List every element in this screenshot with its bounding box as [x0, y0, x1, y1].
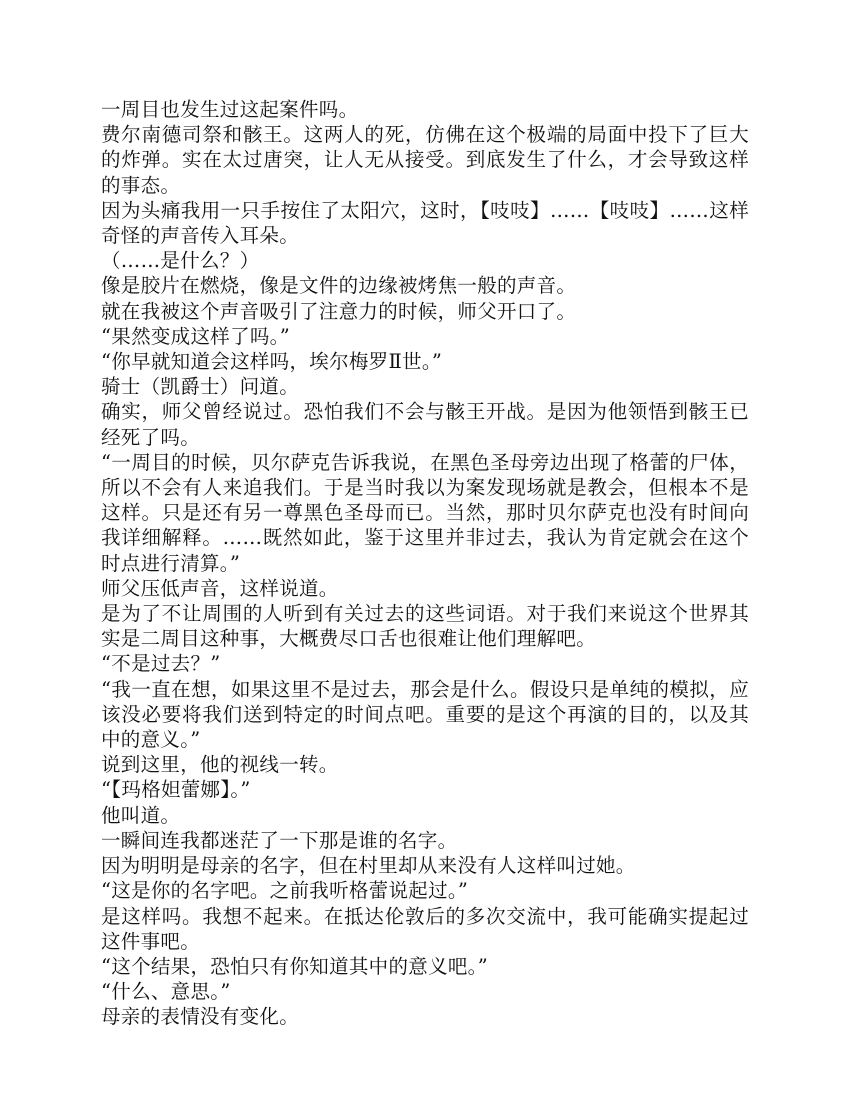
paragraph: 因为头痛我用一只手按住了太阳穴，这时，【吱吱】……【吱吱】……这样奇怪的声音传入耳朵。	[101, 198, 749, 248]
paragraph: 师父压低声音，这样说道。	[101, 576, 339, 600]
paragraph: 就在我被这个声音吸引了注意力的时候，师父开口了。	[101, 299, 577, 323]
paragraph: “什么、意思。”	[101, 980, 231, 1004]
paragraph: “这是你的名字吧。之前我听格蕾说起过。”	[101, 879, 469, 903]
paragraph: “这个结果，恐怕只有你知道其中的意义吧。”	[101, 954, 488, 978]
paragraph: （……是什么？）	[101, 249, 260, 273]
paragraph: “不是过去？”	[101, 652, 221, 676]
paragraph: 一周目也发生过这起案件吗。	[101, 98, 359, 121]
paragraph: 确实，师父曾经说过。恐怕我们不会与骸王开战。是因为他领悟到骸王已经死了吗。	[101, 400, 749, 449]
paragraph: “我一直在想，如果这里不是过去，那会是什么。假设只是单纯的模拟，应该没必要将我们送到特定的时间点吧。重要的是这个再演的目的，以及其中的意义。”	[101, 677, 749, 752]
paragraph: 骑士（凯爵士）问道。	[101, 375, 300, 399]
paragraph: 一瞬间连我都迷茫了一下那是谁的名字。	[101, 828, 458, 852]
paragraph: “果然变成这样了吗。”	[101, 324, 290, 348]
paragraph: “一周目的时候，贝尔萨克告诉我说，在黑色圣母旁边出现了格蕾的尸体，所以不会有人来追我们。于是当时我以为案发现场就是教会，但根本不是这样。只是还有另一尊黑色圣母而已。当然，那时贝尔萨克也没有时间向我详细解释。……既然如此，鉴于这里并非过去，我认为肯定就会在这个时点进行清算。”	[101, 450, 749, 575]
paragraph: 母亲的表情没有变化。	[101, 1005, 300, 1029]
body-text	[101, 97, 749, 1030]
paragraph: 像是胶片在燃烧，像是文件的边缘被烤焦一般的声音。	[101, 274, 577, 298]
paragraph: 是为了不让周围的人听到有关过去的这些词语。对于我们来说这个世界其实是二周目这种事，大概费尽口舌也很难让他们理解吧。	[101, 602, 749, 651]
paragraph: 费尔南德司祭和骸王。这两人的死，仿佛在这个极端的局面中投下了巨大的炸弹。实在太过唐突，让人无从接受。到底发生了什么，才会导致这样的事态。	[101, 123, 749, 197]
paragraph: “你早就知道会这样吗，埃尔梅罗Ⅱ世。”	[101, 350, 443, 374]
paragraph: 他叫道。	[101, 803, 181, 827]
paragraph: “【玛格妲蕾娜】。”	[101, 778, 251, 802]
paragraph: 说到这里，他的视线一转。	[101, 753, 339, 777]
paragraph: 是这样吗。我想不起来。在抵达伦敦后的多次交流中，我可能确实提起过这件事吧。	[101, 904, 749, 953]
paragraph: 因为明明是母亲的名字，但在村里却从来没有人这样叫过她。	[101, 854, 636, 878]
